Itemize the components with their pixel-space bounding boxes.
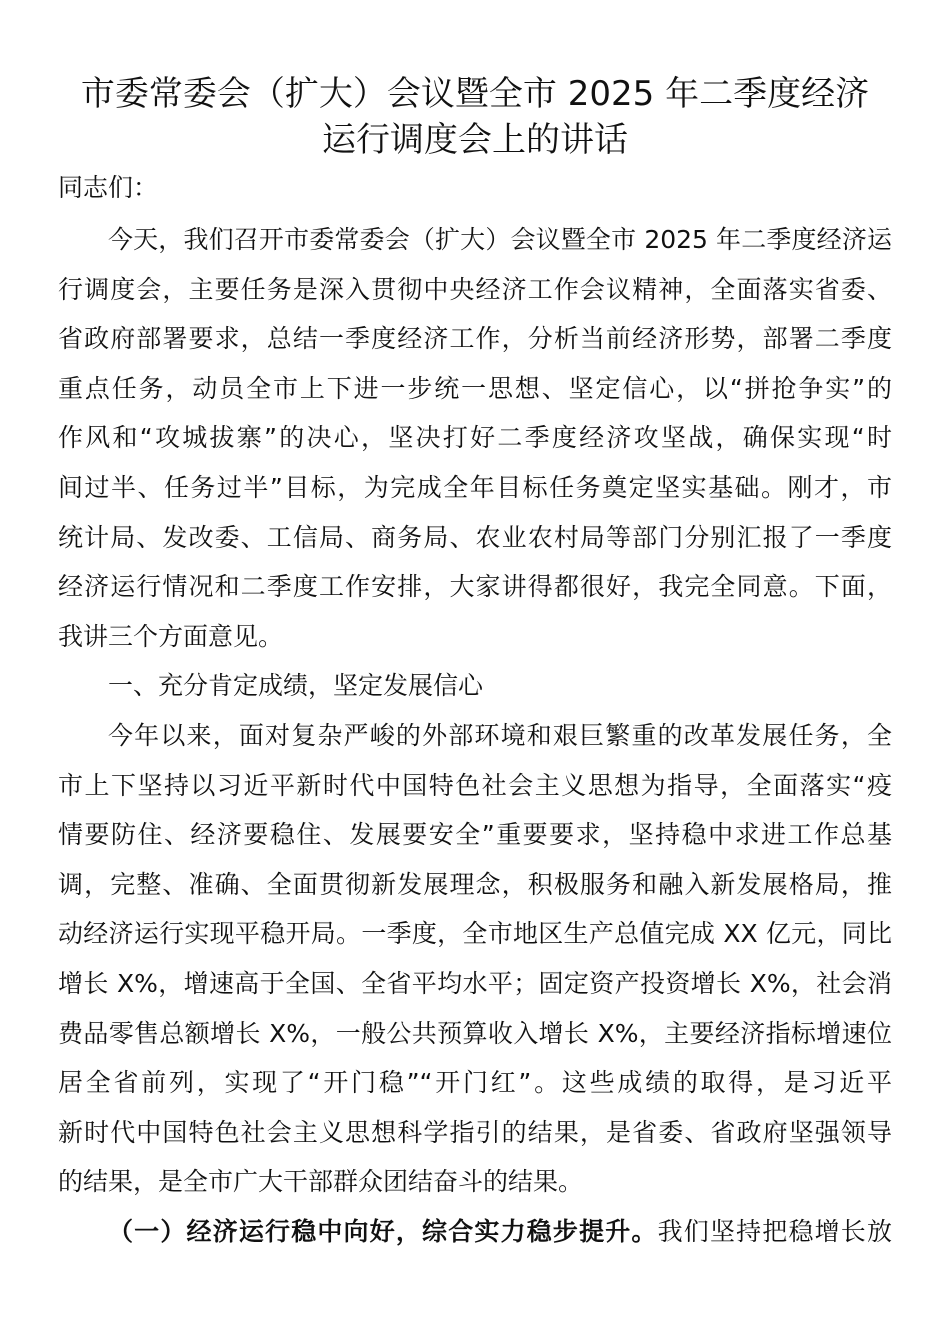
paragraph1-line: 行调度会，主要任务是深入贯彻中央经济工作会议精神，全面落实省委、	[58, 275, 892, 304]
document-title-line-2: 运行调度会上的讲话	[322, 120, 628, 160]
paragraph2-line: 新时代中国特色社会主义思想科学指引的结果，是省委、省政府坚强领导	[58, 1118, 892, 1147]
paragraph1-line: 今天，我们召开市委常委会（扩大）会议暨全市 2025 年二季度经济运	[108, 225, 892, 254]
paragraph2-line: 情要防住、经济要稳住、发展要安全”重要要求，坚持稳中求进工作总基	[58, 820, 892, 849]
paragraph2-line: 调，完整、准确、全面贯彻新发展理念，积极服务和融入新发展格局，推	[58, 870, 892, 899]
paragraph1-line: 重点任务，动员全市上下进一步统一思想、坚定信心，以“拼抢争实”的	[58, 374, 892, 403]
paragraph1-line: 统计局、发改委、工信局、商务局、农业农村局等部门分别汇报了一季度	[58, 523, 892, 552]
paragraph2-line: 居全省前列，实现了“开门稳”“开门红”。这些成绩的取得，是习近平	[58, 1068, 892, 1097]
paragraph1-line: 省政府部署要求，总结一季度经济工作，分析当前经济形势，部署二季度	[58, 324, 892, 353]
document-title-line-1: 市委常委会（扩大）会议暨全市 2025 年二季度经济	[80, 74, 870, 114]
paragraph2-line: 市上下坚持以习近平新时代中国特色社会主义思想为指导，全面落实“疫	[58, 771, 892, 800]
section-heading: 一、充分肯定成绩，坚定发展信心	[108, 671, 484, 700]
subsection-line	[108, 1210, 892, 1254]
paragraph2-line: 费品零售总额增长 X%，一般公共预算收入增长 X%，主要经济指标增速位	[58, 1019, 892, 1048]
paragraph1-line: 作风和“攻城拔寨”的决心，坚决打好二季度经济攻坚战，确保实现“时	[58, 423, 892, 452]
paragraph2-line: 增长 X%，增速高于全国、全省平均水平；固定资产投资增长 X%，社会消	[58, 969, 892, 998]
salutation: 同志们：	[58, 173, 159, 202]
paragraph2-line: 动经济运行实现平稳开局。一季度，全市地区生产总值完成 XX 亿元，同比	[58, 919, 892, 948]
subsection-heading: （一）经济运行稳中向好，综合实力稳步提升。	[108, 1217, 658, 1246]
paragraph2-line: 今年以来，面对复杂严峻的外部环境和艰巨繁重的改革发展任务，全	[108, 721, 892, 750]
paragraph1-line: 间过半、任务过半”目标，为完成全年目标任务奠定坚实基础。刚才，市	[58, 473, 892, 502]
paragraph2-line: 的结果，是全市广大干部群众团结奋斗的结果。	[58, 1167, 584, 1196]
paragraph1-line: 我讲三个方面意见。	[58, 622, 284, 651]
subsection-text: 我们坚持把稳增长放	[657, 1217, 892, 1246]
paragraph1-line: 经济运行情况和二季度工作安排，大家讲得都很好，我完全同意。下面，	[58, 572, 892, 601]
